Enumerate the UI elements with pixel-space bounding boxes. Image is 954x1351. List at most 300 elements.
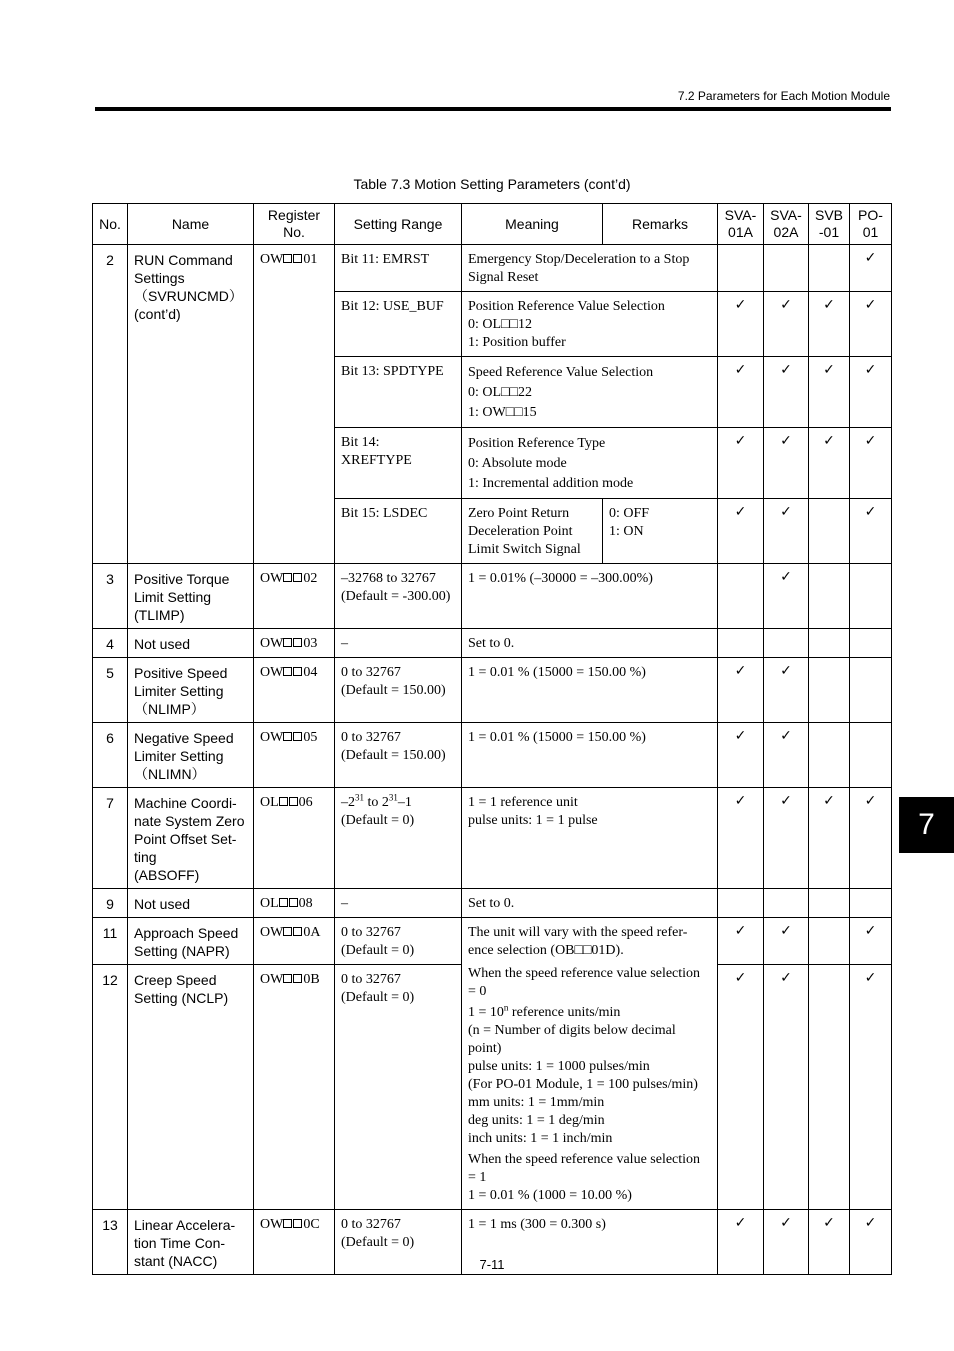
col-header-setting-range: Setting Range	[335, 204, 462, 245]
parameter-name	[128, 629, 254, 658]
running-header: 7.2 Parameters for Each Motion Module	[677, 89, 890, 103]
meaning	[462, 245, 718, 292]
placeholder-box-icon	[293, 1219, 302, 1228]
header-row	[93, 204, 892, 245]
col-header-sva-01a	[718, 204, 764, 245]
col-header-no: No.	[93, 204, 128, 245]
formula-exponent: n	[503, 1001, 509, 1012]
col-header-po-01	[850, 204, 892, 245]
check-sva-01a	[718, 889, 764, 918]
register-prefix: OW	[260, 252, 284, 267]
setting-range	[335, 658, 462, 723]
chapter-tab: 7	[899, 797, 954, 853]
setting-range	[335, 788, 462, 889]
meaning	[462, 629, 718, 658]
parameter-name	[128, 564, 254, 629]
meaning-line: ence selection (OB□□01D).	[468, 943, 624, 958]
remarks-line: 0: OFF	[609, 506, 650, 521]
check-mark-icon: ✓	[864, 297, 877, 313]
check-po-01	[850, 629, 892, 658]
meaning-unit-formula	[468, 1001, 711, 1022]
table-row-11	[93, 918, 892, 965]
sva-01a-line2: 01A	[728, 224, 753, 240]
name-line: （SVRUNCMD）	[134, 288, 243, 304]
sva-02a-line1: SVA-	[770, 207, 802, 223]
check-mark-icon: ✓	[864, 504, 877, 520]
check-sva-01a	[718, 918, 764, 965]
col-header-sva-02a	[764, 204, 809, 245]
register-number	[254, 658, 335, 723]
check-mark-icon: ✓	[864, 970, 877, 986]
check-mark-icon: ✓	[734, 923, 747, 939]
meaning-line: Zero Point Return	[468, 506, 570, 521]
placeholder-box-icon	[293, 927, 302, 936]
name-line: Linear Accelera-	[134, 1216, 236, 1233]
parameter-name	[128, 658, 254, 723]
check-svb-01	[809, 918, 850, 965]
check-sva-01a	[718, 245, 764, 292]
range-line: –	[341, 636, 348, 651]
name-line: Approach Speed	[134, 925, 239, 941]
check-mark-icon: ✓	[780, 362, 792, 378]
range-line: (Default = 0)	[341, 990, 415, 1005]
meaning-line: Set to 0.	[468, 896, 515, 911]
register-suffix: 06	[298, 795, 313, 810]
name-line: Limit Setting	[134, 589, 212, 605]
range-line: Bit 13: SPDTYPE	[341, 364, 444, 379]
check-mark-icon: ✓	[864, 793, 877, 809]
register-suffix: 02	[303, 571, 318, 586]
remarks-line: 1: ON	[609, 524, 644, 539]
range-line: Bit 11: EMRST	[341, 252, 430, 267]
po-01-line1: PO-	[858, 207, 883, 223]
meaning-line: (For PO-01 Module, 1 = 100 pulses/min)	[468, 1076, 698, 1092]
check-svb-01	[809, 499, 850, 564]
register-suffix: 0A	[303, 925, 321, 940]
check-mark-icon: ✓	[823, 433, 835, 449]
name-line: Limiter Setting	[134, 748, 224, 764]
range-line: (Default = -300.00)	[341, 589, 451, 604]
meaning-line: point)	[468, 1040, 502, 1056]
placeholder-box-icon	[279, 898, 288, 907]
check-svb-01	[809, 723, 850, 788]
check-sva-01a	[718, 788, 764, 889]
range-line: –	[341, 896, 348, 911]
name-line: Settings	[134, 270, 185, 286]
meaning-line: Signal Reset	[468, 270, 539, 285]
check-sva-02a	[764, 357, 809, 428]
range-line: Bit 15: LSDEC	[341, 506, 428, 521]
check-sva-01a	[718, 723, 764, 788]
check-sva-02a	[764, 788, 809, 889]
check-sva-02a	[764, 918, 809, 965]
register-number	[254, 965, 335, 1210]
placeholder-box-icon	[283, 927, 292, 936]
range-line: 0 to 32767	[341, 1216, 401, 1232]
motion-setting-parameters-table	[92, 203, 892, 1275]
row-number: 6	[93, 723, 128, 788]
name-line: Positive Speed	[134, 665, 228, 681]
meaning	[462, 918, 718, 965]
register-suffix: 0C	[303, 1216, 320, 1232]
check-mark-icon: ✓	[780, 504, 792, 520]
name-line: Not used	[134, 636, 191, 652]
check-mark-icon: ✓	[734, 793, 747, 809]
sva-01a-line1: SVA-	[724, 207, 757, 223]
register-prefix: OW	[260, 925, 284, 940]
check-mark-icon: ✓	[864, 1214, 877, 1231]
setting-range	[335, 499, 462, 564]
range-line: XREFTYPE	[341, 453, 412, 468]
meaning-line: Deceleration Point	[468, 524, 573, 539]
table-row-2-bit11	[93, 245, 892, 292]
name-line: tion Time Con-	[134, 1234, 226, 1251]
check-mark-icon: ✓	[734, 362, 747, 378]
meaning-line: 1 = 0.01 % (1000 = 10.00 %)	[468, 1187, 632, 1203]
range-formula-part: –2	[341, 795, 355, 810]
meaning-line: Position Reference Type	[468, 436, 606, 451]
check-svb-01	[809, 965, 850, 1210]
range-line: 0 to 32767	[341, 730, 401, 745]
row-number: 7	[93, 788, 128, 889]
meaning-line: 1 = 0.01% (–30000 = –300.00%)	[468, 571, 653, 586]
row-number: 11	[93, 918, 128, 965]
check-mark-icon: ✓	[780, 433, 792, 449]
setting-range	[335, 918, 462, 965]
placeholder-box-icon	[279, 797, 288, 806]
check-svb-01	[809, 889, 850, 918]
name-line: Setting (NAPR)	[134, 943, 230, 959]
meaning-line: pulse units: 1 = 1000 pulses/min	[468, 1058, 650, 1074]
check-sva-02a	[764, 499, 809, 564]
setting-range	[335, 889, 462, 918]
register-suffix: 04	[303, 665, 318, 680]
meaning	[462, 788, 718, 889]
register-number	[254, 564, 335, 629]
po-01-line2: 01	[862, 224, 879, 240]
meaning-line: Position Reference Value Selection	[468, 299, 665, 314]
range-line: (Default = 0)	[341, 1234, 415, 1250]
check-svb-01	[809, 357, 850, 428]
row-number: 2	[93, 245, 128, 564]
placeholder-box-icon	[283, 974, 292, 983]
check-mark-icon: ✓	[780, 663, 792, 679]
check-mark-icon: ✓	[864, 433, 877, 449]
check-sva-02a	[764, 564, 809, 629]
meaning-line: 1: Position buffer	[468, 335, 566, 350]
range-line: 0 to 32767	[341, 665, 401, 680]
header-rule	[95, 107, 891, 111]
meaning-line: Speed Reference Value Selection	[468, 365, 654, 380]
check-sva-02a	[764, 629, 809, 658]
check-po-01	[850, 723, 892, 788]
row-number: 12	[93, 965, 128, 1210]
meaning	[462, 292, 718, 357]
check-mark-icon: ✓	[734, 297, 747, 313]
name-line: （NLIMN）	[134, 766, 206, 782]
register-number	[254, 889, 335, 918]
placeholder-box-icon	[283, 732, 292, 741]
setting-range	[335, 428, 462, 499]
register-suffix: 08	[298, 896, 313, 911]
range-line: 0 to 32767	[341, 972, 401, 987]
check-mark-icon: ✓	[823, 1214, 835, 1231]
name-line: Setting (NCLP)	[134, 990, 229, 1006]
name-line: Positive Torque	[134, 571, 230, 587]
name-line: Point Offset Set-	[134, 831, 237, 847]
row-number: 4	[93, 629, 128, 658]
register-number	[254, 629, 335, 658]
range-exponent: 31	[355, 792, 364, 803]
meaning-line: 0: OL□□22	[468, 385, 532, 400]
placeholder-box-icon	[293, 254, 302, 263]
check-sva-01a	[718, 965, 764, 1210]
register-prefix: OW	[260, 665, 284, 680]
check-mark-icon: ✓	[780, 923, 792, 939]
meaning-line: Set to 0.	[468, 636, 515, 651]
range-formula-part: to 2	[364, 795, 389, 810]
check-mark-icon: ✓	[780, 1214, 792, 1231]
table-row-6	[93, 723, 892, 788]
placeholder-box-icon	[289, 898, 298, 907]
register-number	[254, 723, 335, 788]
range-line: 0 to 32767	[341, 925, 401, 940]
check-po-01	[850, 918, 892, 965]
meaning-line: Limit Switch Signal	[468, 542, 581, 557]
check-mark-icon: ✓	[823, 362, 835, 378]
row-number: 9	[93, 889, 128, 918]
check-mark-icon: ✓	[734, 504, 747, 520]
check-mark-icon: ✓	[780, 569, 792, 585]
meaning-line: pulse units: 1 = 1 pulse	[468, 813, 598, 828]
check-sva-01a	[718, 357, 764, 428]
check-sva-02a	[764, 428, 809, 499]
check-mark-icon: ✓	[823, 297, 835, 313]
name-line: RUN Command	[134, 252, 233, 268]
register-suffix: 03	[303, 636, 318, 651]
parameter-name	[128, 788, 254, 889]
check-sva-02a	[764, 658, 809, 723]
parameter-name	[128, 723, 254, 788]
register-prefix: OL	[260, 896, 279, 911]
formula-part: 1 = 10	[468, 1004, 504, 1020]
col-header-register	[254, 204, 335, 245]
range-line: –32768 to 32767	[341, 571, 436, 586]
placeholder-box-icon	[283, 254, 292, 263]
name-line: (cont’d)	[134, 306, 181, 322]
meaning	[462, 965, 718, 1210]
col-header-meaning: Meaning	[462, 204, 603, 245]
check-svb-01	[809, 658, 850, 723]
meaning-line: 1 = 0.01 % (15000 = 150.00 %)	[468, 730, 646, 745]
name-line: （NLIMP）	[134, 701, 205, 717]
parameter-name	[128, 245, 254, 564]
register-label-line2: No.	[283, 224, 305, 240]
check-mark-icon: ✓	[864, 250, 877, 266]
col-header-remarks: Remarks	[603, 204, 718, 245]
check-mark-icon: ✓	[864, 923, 877, 939]
check-po-01	[850, 889, 892, 918]
row-number: 5	[93, 658, 128, 723]
meaning	[462, 564, 718, 629]
check-mark-icon: ✓	[780, 728, 792, 744]
check-mark-icon: ✓	[734, 728, 747, 744]
range-formula	[341, 794, 455, 812]
meaning	[462, 658, 718, 723]
register-prefix: OW	[260, 972, 284, 987]
range-formula-part: –1	[397, 795, 412, 810]
placeholder-box-icon	[283, 573, 292, 582]
col-header-svb-01	[809, 204, 850, 245]
placeholder-box-icon	[283, 638, 292, 647]
meaning-line: When the speed reference value selection	[468, 1151, 701, 1167]
check-mark-icon: ✓	[780, 970, 792, 986]
register-number	[254, 918, 335, 965]
check-svb-01	[809, 292, 850, 357]
check-po-01	[850, 788, 892, 889]
check-svb-01	[809, 428, 850, 499]
table-row-7	[93, 788, 892, 889]
name-line: Limiter Setting	[134, 683, 224, 699]
check-sva-02a	[764, 889, 809, 918]
check-po-01	[850, 428, 892, 499]
check-sva-01a	[718, 658, 764, 723]
check-mark-icon: ✓	[734, 970, 747, 986]
range-line: Bit 14:	[341, 435, 380, 450]
check-sva-01a	[718, 292, 764, 357]
svb-01-line2: -01	[818, 224, 840, 240]
check-mark-icon: ✓	[864, 362, 877, 378]
name-line: ting	[134, 849, 157, 865]
name-line: Machine Coordi-	[134, 795, 237, 811]
range-line: (Default = 0)	[341, 813, 415, 828]
meaning-line: 1 = 0.01 % (15000 = 150.00 %)	[468, 665, 646, 680]
placeholder-box-icon	[283, 667, 292, 676]
meaning-line: The unit will vary with the speed refer-	[468, 925, 688, 940]
check-svb-01	[809, 788, 850, 889]
meaning	[462, 499, 603, 564]
check-mark-icon: ✓	[780, 297, 792, 313]
register-prefix: OW	[260, 636, 284, 651]
register-number	[254, 788, 335, 889]
register-suffix: 01	[303, 252, 318, 267]
meaning	[462, 357, 718, 428]
check-sva-02a	[764, 965, 809, 1210]
sva-02a-line2: 02A	[773, 224, 799, 240]
check-sva-01a	[718, 499, 764, 564]
name-line: Creep Speed	[134, 972, 217, 988]
meaning-line: 1: OW□□15	[468, 405, 537, 420]
register-prefix: OW	[260, 730, 284, 745]
formula-part: reference units/min	[508, 1004, 621, 1020]
table-row-3	[93, 564, 892, 629]
setting-range	[335, 245, 462, 292]
placeholder-box-icon	[289, 797, 298, 806]
meaning-line: Emergency Stop/Deceleration to a Stop	[468, 252, 690, 267]
name-line: (TLIMP)	[134, 607, 185, 623]
range-line: (Default = 0)	[341, 943, 415, 958]
check-mark-icon: ✓	[734, 663, 747, 679]
meaning-line: 1: Incremental addition mode	[468, 476, 634, 491]
setting-range	[335, 723, 462, 788]
register-suffix: 0B	[303, 972, 320, 987]
meaning-line: 1 = 1 reference unit	[468, 795, 578, 810]
register-number	[254, 245, 335, 564]
table-row-9	[93, 889, 892, 918]
placeholder-box-icon	[293, 573, 302, 582]
register-prefix: OW	[260, 1216, 284, 1232]
parameter-name	[128, 965, 254, 1210]
row-number: 13	[93, 1209, 128, 1274]
name-line: stant (NACC)	[134, 1252, 218, 1269]
check-sva-01a	[718, 629, 764, 658]
check-mark-icon: ✓	[734, 433, 747, 449]
check-po-01	[850, 357, 892, 428]
register-label-line1: Register	[267, 207, 321, 223]
meaning-line: 0: Absolute mode	[468, 456, 567, 471]
page-number: 7-11	[479, 1257, 505, 1272]
col-header-name: Name	[128, 204, 254, 245]
check-po-01	[850, 658, 892, 723]
table-row-12	[93, 965, 892, 1210]
placeholder-box-icon	[293, 667, 302, 676]
check-mark-icon: ✓	[734, 1214, 747, 1231]
check-svb-01	[809, 245, 850, 292]
register-prefix: OW	[260, 571, 284, 586]
placeholder-box-icon	[283, 1219, 292, 1228]
setting-range	[335, 629, 462, 658]
range-line: (Default = 150.00)	[341, 683, 446, 698]
name-line: Not used	[134, 896, 191, 912]
check-sva-02a	[764, 292, 809, 357]
range-exponent: 31	[388, 792, 398, 803]
placeholder-box-icon	[293, 732, 302, 741]
meaning-line: = 0	[468, 983, 487, 999]
meaning	[462, 428, 718, 499]
check-po-01	[850, 564, 892, 629]
check-po-01	[850, 499, 892, 564]
check-sva-01a	[718, 428, 764, 499]
parameter-name	[128, 918, 254, 965]
meaning-line: deg units: 1 = 1 deg/min	[468, 1112, 605, 1128]
meaning-line: = 1	[468, 1169, 487, 1185]
row-number: 3	[93, 564, 128, 629]
placeholder-box-icon	[293, 974, 302, 983]
table-row-5	[93, 658, 892, 723]
table-row-4	[93, 629, 892, 658]
check-sva-01a	[718, 564, 764, 629]
parameter-name	[128, 889, 254, 918]
placeholder-box-icon	[293, 638, 302, 647]
setting-range	[335, 564, 462, 629]
meaning	[462, 723, 718, 788]
range-line: Bit 12: USE_BUF	[341, 299, 444, 314]
name-line: Negative Speed	[134, 730, 234, 746]
meaning	[462, 889, 718, 918]
register-suffix: 05	[303, 730, 318, 745]
svb-01-line1: SVB	[814, 207, 843, 223]
check-po-01	[850, 245, 892, 292]
meaning-line: When the speed reference value selection	[468, 965, 701, 981]
table-caption: Table 7.3 Motion Setting Parameters (cont’d)	[353, 176, 631, 192]
range-line: (Default = 150.00)	[341, 748, 446, 763]
check-svb-01	[809, 629, 850, 658]
check-mark-icon: ✓	[780, 793, 792, 809]
check-po-01	[850, 965, 892, 1210]
check-sva-02a	[764, 723, 809, 788]
register-prefix: OL	[260, 795, 279, 810]
meaning-line: 0: OL□□12	[468, 317, 532, 332]
